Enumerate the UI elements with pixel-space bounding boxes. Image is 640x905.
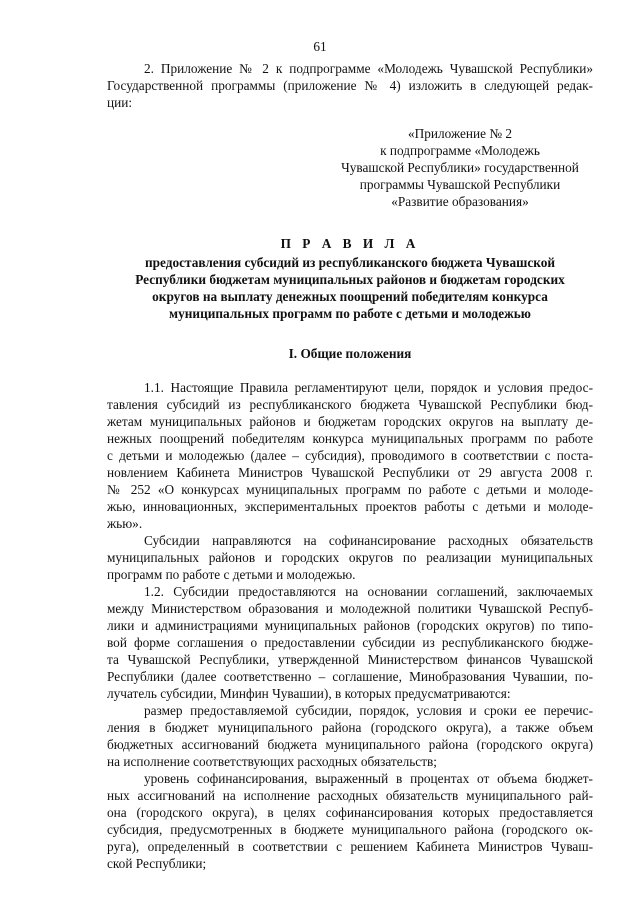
paragraph bbox=[107, 532, 593, 583]
text-line: лучатель субсидии, Минфин Чувашии), в которых предусматриваются: bbox=[107, 686, 511, 701]
intro-paragraph bbox=[107, 60, 593, 111]
text-line: тавления субсидий из республиканского бюджета Чувашской Республики бюд- bbox=[107, 397, 593, 412]
text-line: 1.1. Настоящие Правила регламентируют цели, порядок и условия предос- bbox=[144, 380, 593, 395]
appendix-line: «Развитие образования» bbox=[391, 194, 529, 209]
document-title bbox=[107, 235, 593, 322]
appendix-line: Чувашской Республики» государственной bbox=[341, 160, 579, 175]
text-line: уровень софинансирования, выраженный в процентах от объема бюджет- bbox=[144, 771, 593, 786]
page-number: 61 bbox=[313, 39, 327, 54]
text-line: 1.2. Субсидии предоставляются на основании соглашений, заключаемых bbox=[144, 584, 593, 599]
text-line: ных ассигнований на исполнение расходных обязательств муниципального рай- bbox=[107, 788, 593, 803]
text-line: Республики (далее соответственно – соглашение, Минобразования Чувашии, по- bbox=[107, 669, 593, 684]
text-line: вой форме соглашения о предоставлении субсидии из республиканского бюдже- bbox=[107, 635, 593, 650]
title-line: муниципальных программ по работе с детьми и молодежью bbox=[169, 306, 531, 321]
text-line: жью, инновационных, экспериментальных проектов работы с детьми и молоде- bbox=[107, 499, 593, 514]
text-line: руга), определенный в соответствии с решением Кабинета Министров Чуваш- bbox=[107, 839, 593, 854]
text-line: между Министерством образования и молодежной политики Чувашской Респуб- bbox=[107, 601, 593, 616]
appendix-line: к подпрограмме «Молодежь bbox=[380, 143, 540, 158]
title-line: округов на выплату денежных поощрений победителям конкурса bbox=[152, 289, 548, 304]
paragraph bbox=[107, 379, 593, 532]
text-line: с детьми и молодежью (далее – субсидия), проводимого в соответствии с поста- bbox=[107, 448, 593, 463]
section-heading: I. Общие положения bbox=[288, 346, 412, 361]
text-line: Государственной программы (приложение № 4) изложить в следующей редак- bbox=[107, 78, 593, 93]
text-line: жью». bbox=[107, 516, 143, 531]
appendix-line: «Приложение № 2 bbox=[408, 126, 512, 141]
text-line: ской Республики; bbox=[107, 856, 207, 871]
text-line: программ по работе с детьми и молодежью. bbox=[107, 567, 356, 582]
text-line: размер предоставляемой субсидии, порядок, условия и сроки ее перечис- bbox=[144, 703, 593, 718]
text-line: ции: bbox=[107, 95, 133, 110]
text-line: 2. Приложение № 2 к подпрограмме «Молодежь Чувашской Республики» bbox=[144, 61, 593, 76]
text-line: нежных поощрений победителям конкурса муниципальных программ по работе bbox=[107, 431, 593, 446]
title-line: предоставления субсидий из республиканского бюджета Чувашской bbox=[144, 255, 556, 270]
text-line: № 252 «О конкурсах муниципальных программ по работе с детьми и молоде- bbox=[107, 482, 593, 497]
text-line: жетам муниципальных районов и бюджетам городских округов на выплату де- bbox=[107, 414, 593, 429]
text-line: лики и администрациями муниципальных районов (городских округов) по типо- bbox=[107, 618, 593, 633]
text-line: новлением Кабинета Министров Чувашской Республики от 29 августа 2008 г. bbox=[107, 465, 593, 480]
text-line: она (городского округа), в целях софинансирования которых предоставляется bbox=[107, 805, 593, 820]
title-line: Республики бюджетам муниципальных районов и бюджетам городских bbox=[135, 272, 565, 287]
text-line: муниципальных районов и городских округов по реализации муниципальных bbox=[107, 550, 593, 565]
title-word: П Р А В И Л А bbox=[280, 236, 420, 251]
text-line: субсидия, предусмотренных в бюджете муниципального района (городского ок- bbox=[107, 822, 593, 837]
appendix-line: программы Чувашской Республики bbox=[359, 177, 561, 192]
paragraph bbox=[107, 702, 593, 770]
body-text bbox=[107, 379, 593, 872]
appendix-header bbox=[320, 125, 600, 210]
text-line: бюджетных ассигнований бюджета муниципального района (городского округа) bbox=[107, 737, 593, 752]
text-line: Субсидии направляются на софинансирование расходных обязательств bbox=[144, 533, 593, 548]
text-line: ления в бюджет муниципального района (городского округа), а также объем bbox=[107, 720, 593, 735]
paragraph bbox=[107, 770, 593, 872]
paragraph bbox=[107, 583, 593, 702]
text-line: на исполнение соответствующих расходных обязательств; bbox=[107, 754, 437, 769]
text-line: та Чувашской Республики, утвержденной Министерством финансов Чувашской bbox=[107, 652, 593, 667]
